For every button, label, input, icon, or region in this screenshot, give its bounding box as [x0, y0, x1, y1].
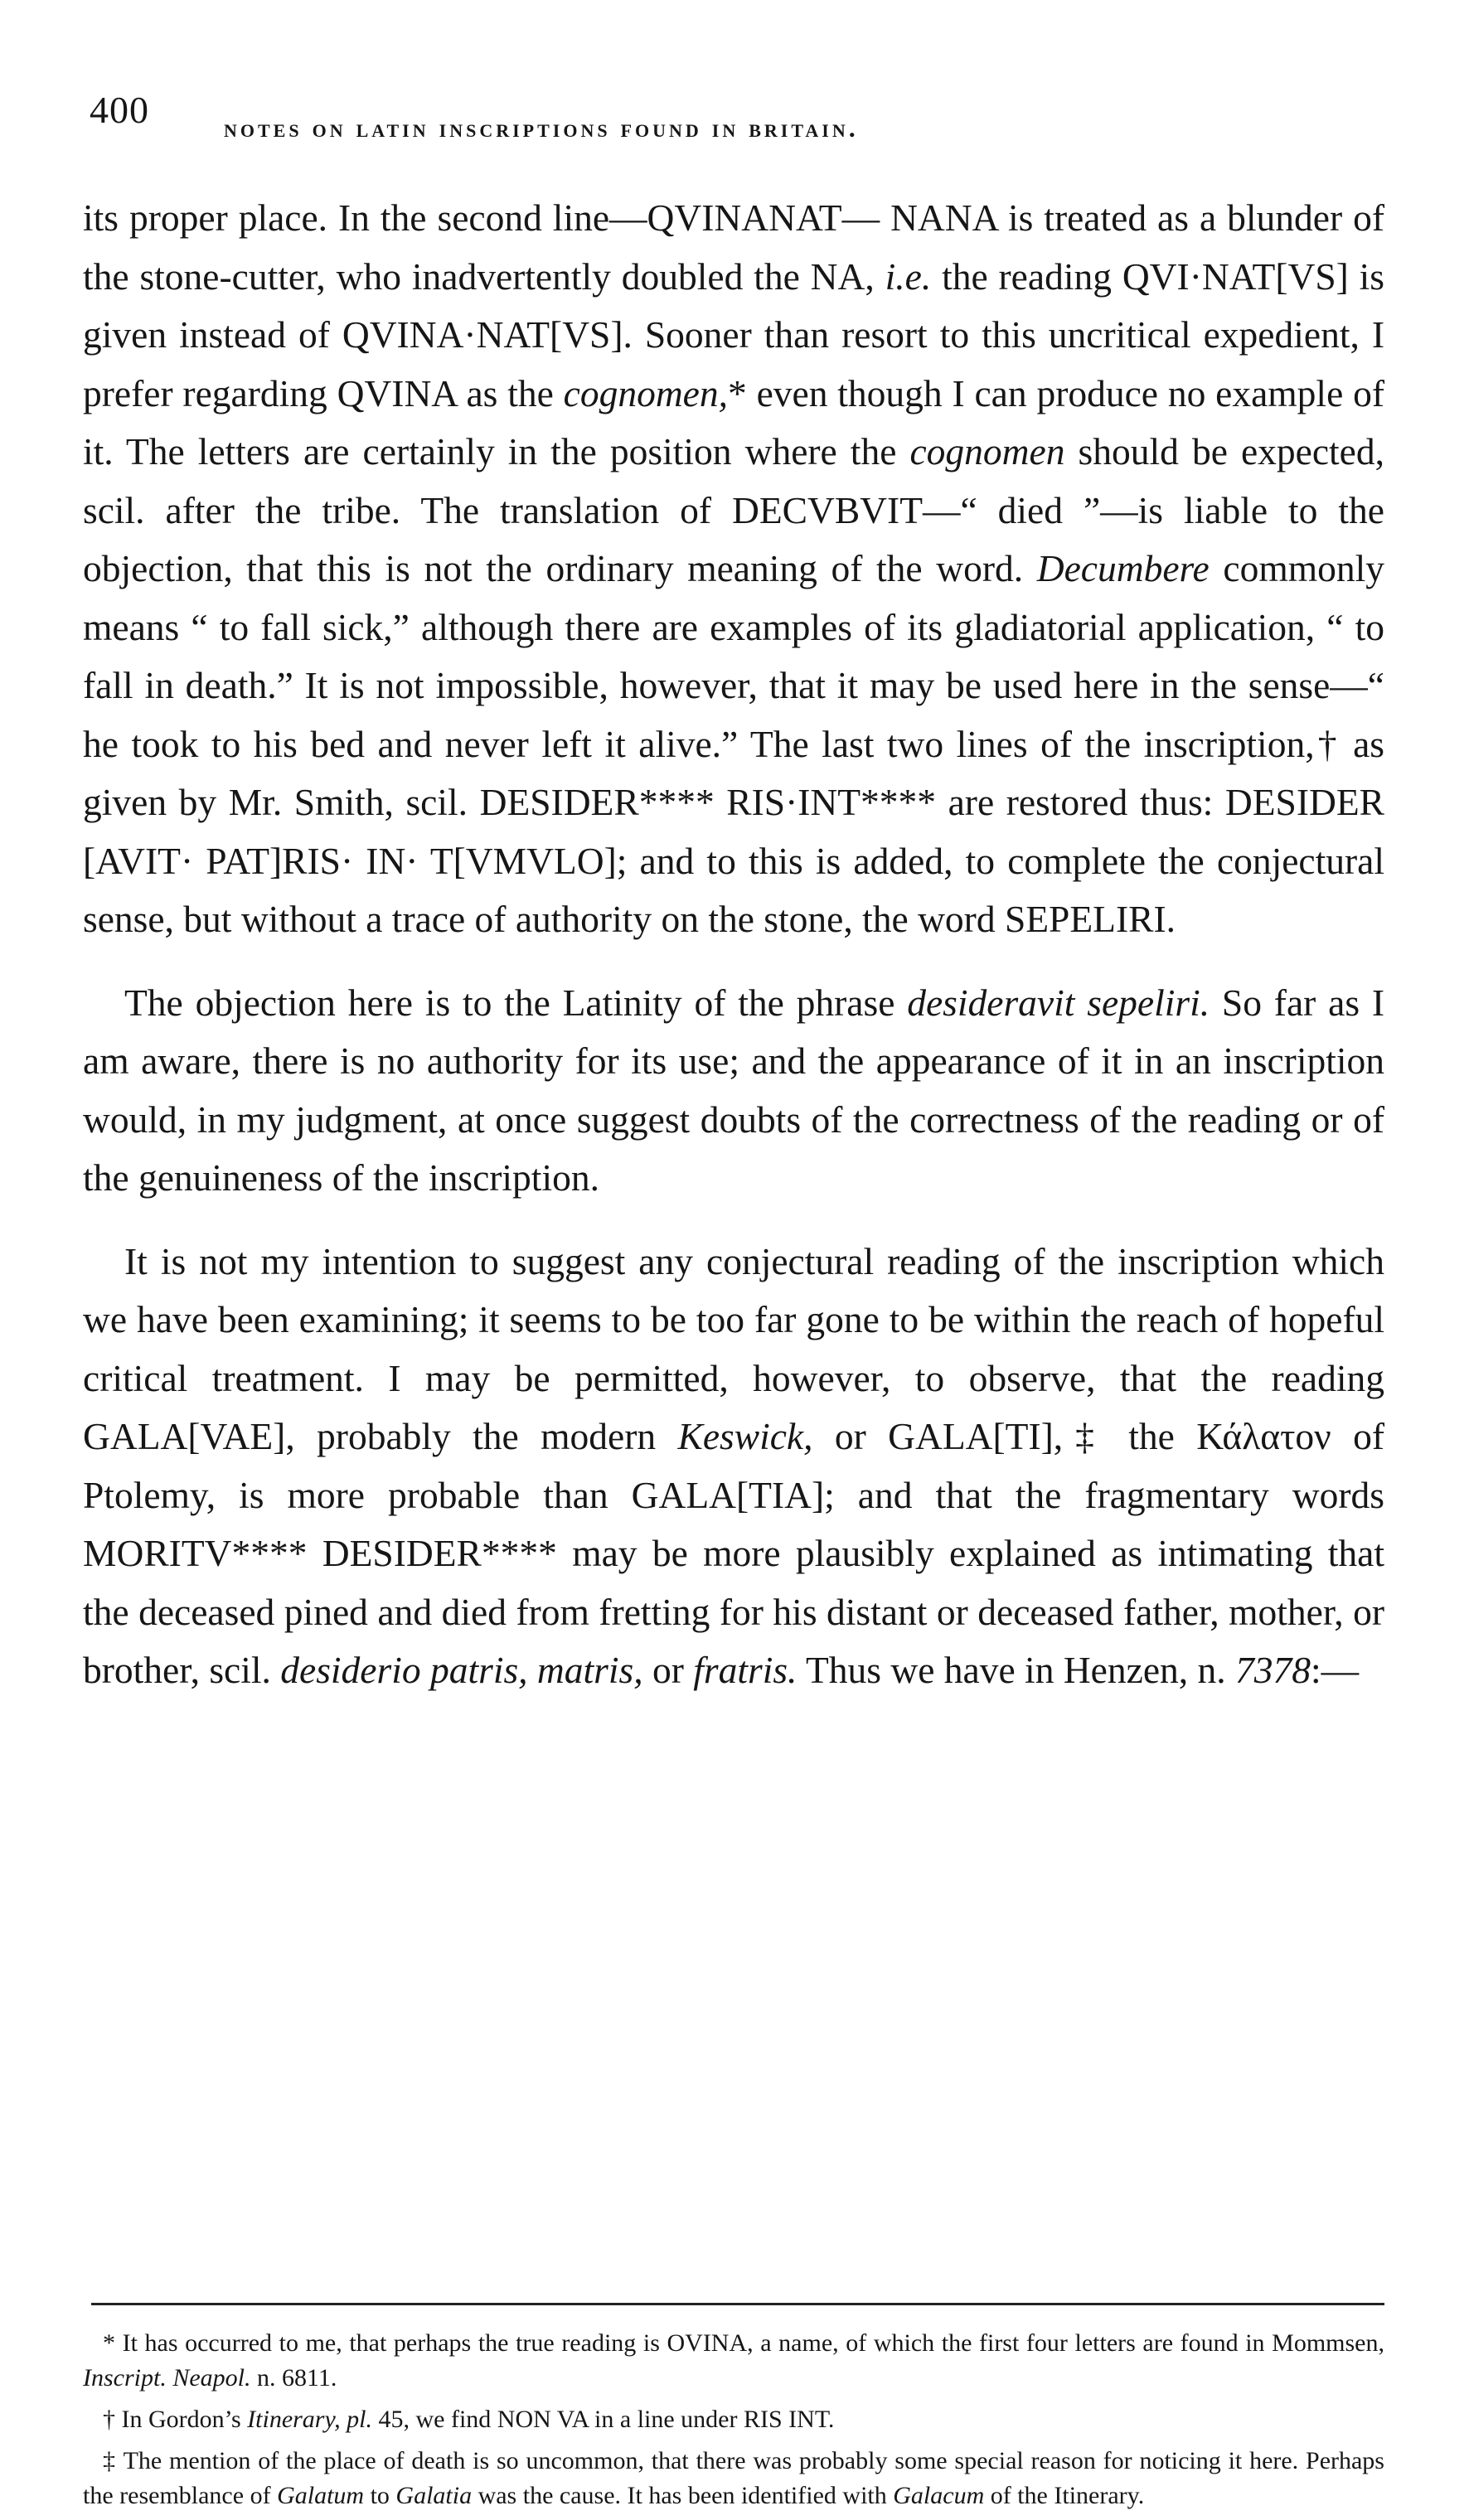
italic-run: Keswick,	[677, 1415, 813, 1457]
text-run: ‡ The mention of the place of death is so uncommon, that there was probably some special reason for noticing it here. Perhaps the resemblance of	[83, 2447, 1384, 2509]
text-run: of the Itinerary.	[984, 2482, 1145, 2509]
italic-run: cognomen,	[563, 371, 728, 414]
running-head	[83, 80, 1376, 146]
body-text	[83, 189, 1384, 1700]
text-run: was the cause. It has been identified with	[472, 2482, 894, 2509]
italic-run: Galatum	[277, 2482, 365, 2509]
running-title: notes on latin inscriptions found in britain.	[224, 113, 859, 143]
text-run: should be expected, scil. after the tribe. The translation of DECVBVIT—“ died ”—is liable to the objection, that this is not the ordinary meaning of the word.	[83, 430, 1385, 589]
italic-run: desideravit sepeliri.	[907, 981, 1210, 1024]
text-run: or	[642, 1649, 694, 1691]
text-run: So far as I am aware, there is no authority for its use; and the appearance of it in an inscription would, in my judgment, at once suggest doubts of the correctness of the reading or of the genuineness of the inscription.	[83, 981, 1385, 1199]
footnote-dagger	[83, 2402, 1384, 2437]
text-run: or GALA[TI],‡ the Κάλατον of Ptolemy, is more probable than GALA[TIA]; and that the fragmentary words MORITV**** DESIDER**** may be more plausibly explained as intimating that the deceased pined and died from fretting for his distant or deceased father, mother, or brother, scil.	[83, 1415, 1384, 1691]
italic-run: 7378	[1235, 1649, 1311, 1691]
italic-run: i.e.	[885, 254, 932, 298]
footnote-double-dagger	[83, 2444, 1384, 2513]
italic-run: Galacum	[893, 2482, 985, 2509]
footnotes	[83, 2326, 1384, 2520]
text-run: * even though I can produce no example of it. The letters are certainly in the position where the	[83, 371, 1384, 472]
text-run: n. 6811.	[250, 2364, 337, 2392]
footnote-asterisk	[83, 2326, 1384, 2396]
text-run: :—	[1311, 1649, 1360, 1691]
body-paragraph-3	[83, 1233, 1384, 1700]
italic-run: Inscript. Neapol.	[83, 2364, 251, 2392]
italic-run: Itinerary, pl.	[247, 2406, 372, 2433]
text-run: to	[364, 2482, 396, 2509]
italic-run: desiderio patris, matris,	[280, 1649, 643, 1691]
body-paragraph-2	[83, 974, 1384, 1208]
page-number: 400	[90, 89, 149, 131]
text-run: the reading QVI·NAT[VS] is given instead of QVINA·NAT[VS]. Sooner than resort to this uncritical expedient, I prefer regarding QVINA as the	[83, 254, 1384, 414]
text-run: † In Gordon’s	[103, 2406, 248, 2433]
text-run: It is not my intention to suggest any conjectural reading of the inscription which we have been examining; it seems to be too far gone to be within the reach of hopeful critical treatment. I may be permitted, however, to observe, that the reading GALA[VAE], probably the modern	[83, 1239, 1384, 1457]
text-run: The objection here is to the Latinity of the phrase	[124, 981, 908, 1024]
text-run: Thus we have in Henzen, n.	[797, 1649, 1236, 1691]
body-paragraph-1	[83, 189, 1384, 949]
text-run: its proper place. In the second line—QVINANAT— NANA is treated as a blunder of the stone-cutter, who inadvertently doubled the NA,	[83, 196, 1384, 298]
italic-run: fratris.	[693, 1649, 798, 1691]
italic-run: Decumbere	[1036, 547, 1210, 589]
text-run: commonly means “ to fall sick,” although there are examples of its gladiatorial application, “ to fall in death.” It is not impossible, however, that it may be used here in the sense—“ he took to his bed and never left it alive.” The last two lines of the inscription,† as given by Mr. Smith, scil. DESIDER**** RIS·INT**** are restored thus: DESIDER [AVIT· PAT]RIS· IN· T[VMVLO]; and to this is added, to complete the conjectural sense, but without a trace of authority on the stone, the word SEPELIRI.	[83, 547, 1385, 940]
text-run: 45, we find NON VA in a line under RIS INT.	[371, 2406, 835, 2433]
text-run: * It has occurred to me, that perhaps the true reading is OVINA, a name, of which the first four letters are found in Mommsen,	[103, 2329, 1384, 2357]
italic-run: cognomen	[909, 430, 1065, 472]
footnote-rule	[91, 2303, 1384, 2305]
italic-run: Galatia	[395, 2482, 473, 2509]
